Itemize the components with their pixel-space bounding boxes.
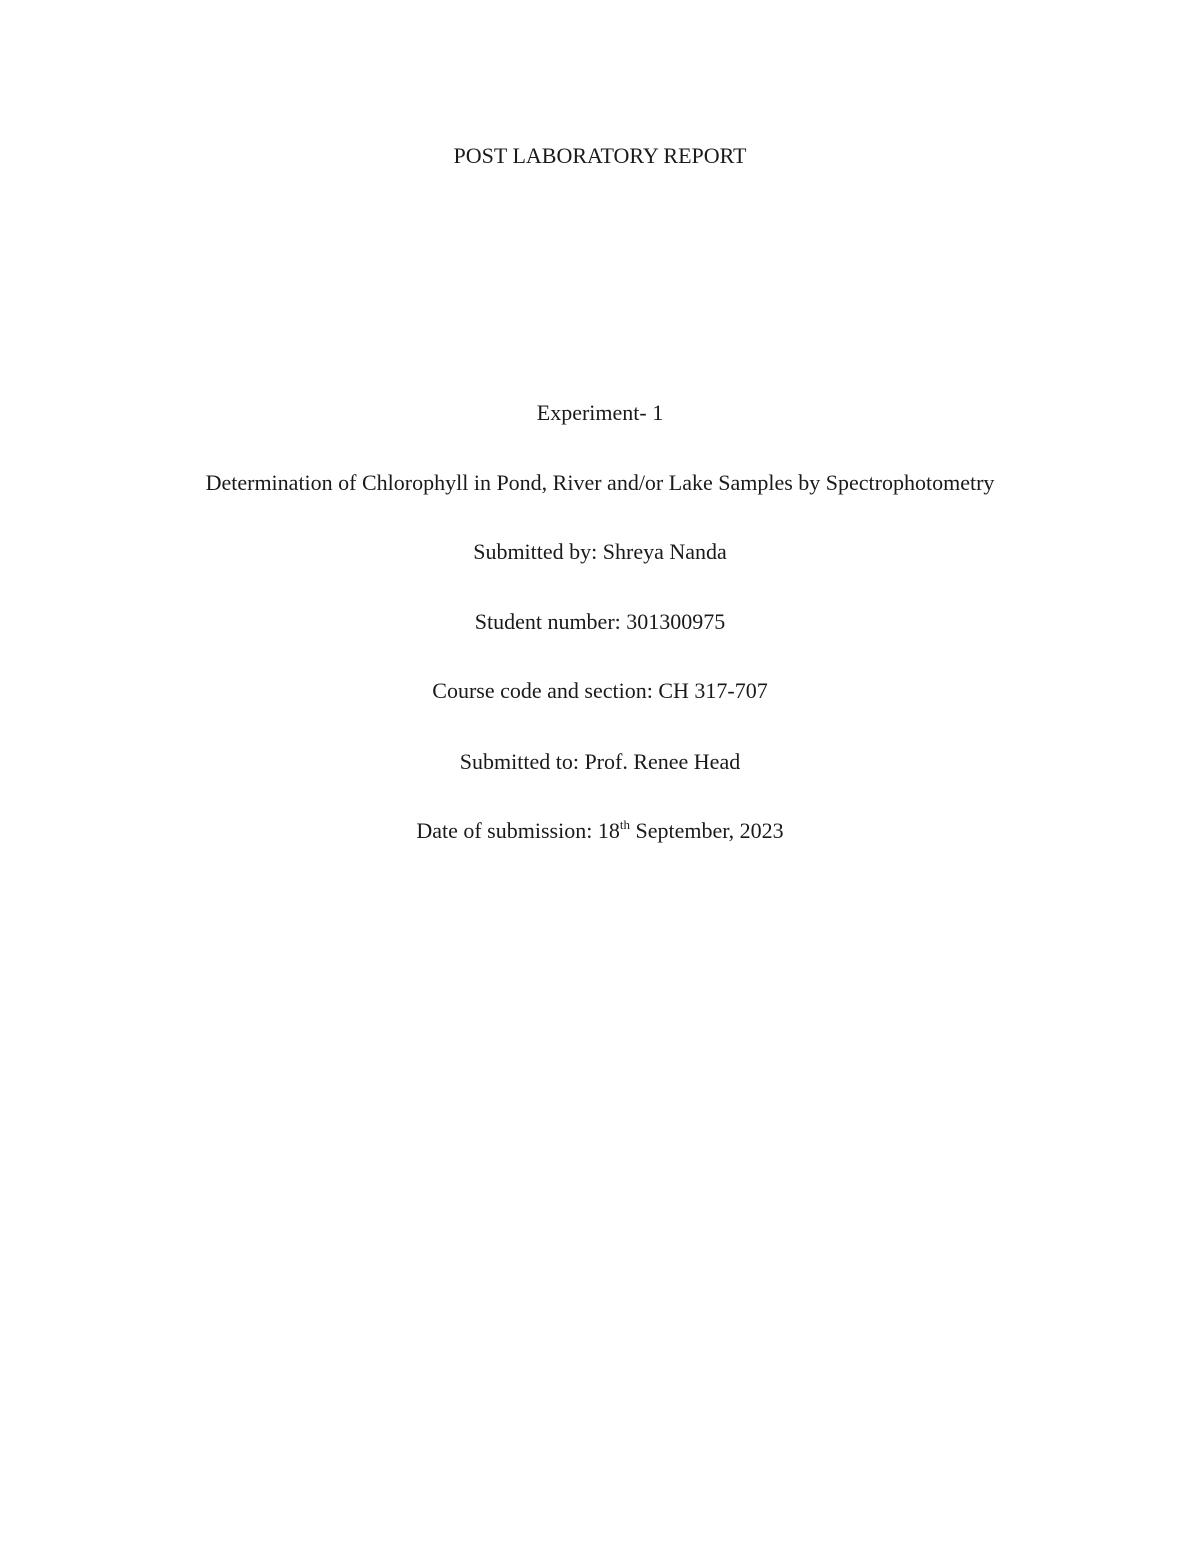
experiment-label: Experiment- 1: [536, 400, 664, 425]
student-number: Student number: 301300975: [474, 609, 726, 634]
submission-date-ordinal: th: [619, 816, 630, 832]
submission-date-rest: September, 2023: [629, 818, 784, 843]
course-code: Course code and section: CH 317-707: [432, 678, 768, 703]
submission-date: [0, 817, 1200, 845]
experiment-description: Determination of Chlorophyll in Pond, River and/or Lake Samples by Spectrophotometry: [205, 470, 995, 495]
submitted-to: Submitted to: Prof. Renee Head: [459, 749, 741, 774]
report-title: POST LABORATORY REPORT: [453, 143, 747, 168]
submission-date-prefix: Date of submission: 18: [416, 818, 620, 843]
submitted-by: Submitted by: Shreya Nanda: [473, 539, 727, 564]
